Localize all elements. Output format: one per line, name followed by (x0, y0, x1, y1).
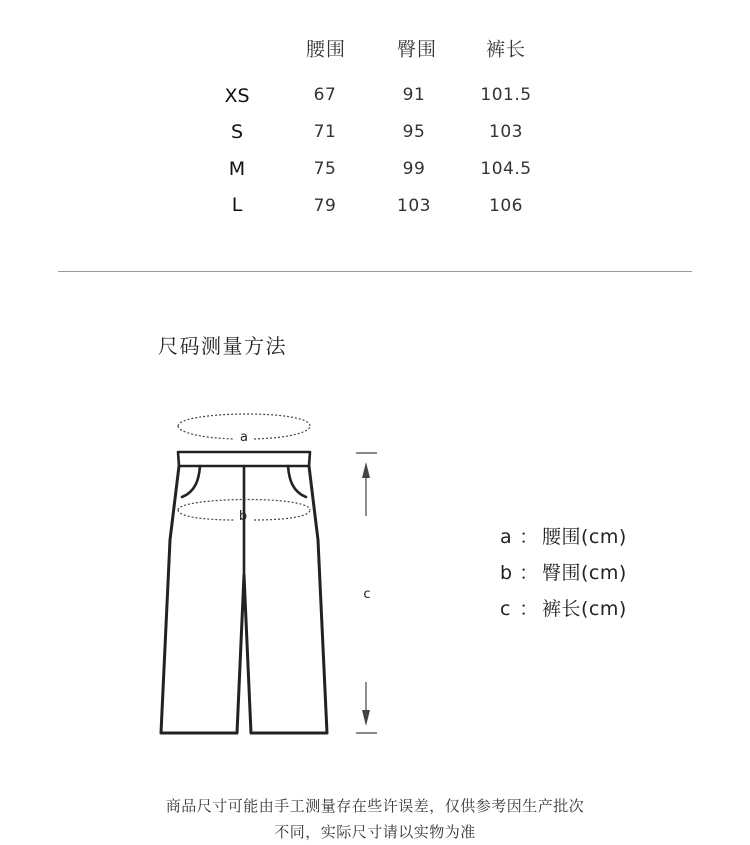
disclaimer-line-2: 不同，实际尺寸请以实物为准 (274, 823, 476, 841)
table-cell: 91 (402, 85, 426, 105)
table-cell: 106 (489, 196, 523, 216)
pants-outline-icon (161, 452, 327, 733)
label-b: b (238, 509, 248, 524)
section-title: 尺码测量方法 (158, 334, 287, 358)
legend-text: 裤长(cm) (542, 598, 627, 620)
legend-separator: ： (519, 598, 539, 620)
size-label-m: M (228, 158, 246, 180)
disclaimer-line-1: 商品尺寸可能由手工测量存在些许误差，仅供参考因生产批次 (165, 797, 585, 815)
legend-text: 腰围(cm) (542, 526, 627, 548)
table-cell: 71 (313, 122, 337, 142)
table-cell: 75 (313, 159, 337, 179)
arrow-up-icon (362, 462, 370, 478)
size-label-s: S (230, 121, 244, 143)
legend-key: b (500, 562, 513, 584)
label-a: a (240, 430, 248, 445)
table-cell: 104.5 (480, 159, 532, 179)
table-cell: 103 (489, 122, 523, 142)
table-cell: 95 (402, 122, 426, 142)
legend-separator: ： (519, 562, 539, 584)
column-header-hip: 臀围 (396, 38, 438, 61)
column-header-waist: 腰围 (305, 38, 347, 61)
measurement-legend (500, 525, 627, 633)
table-cell: 79 (313, 196, 337, 216)
legend-item-c (500, 597, 627, 633)
legend-item-a (500, 525, 627, 561)
column-header-length: 裤长 (485, 38, 527, 61)
arrow-down-icon (362, 710, 370, 726)
label-c: c (363, 587, 371, 602)
measurement-disclaimer (0, 793, 750, 845)
legend-text: 臀围(cm) (542, 562, 627, 584)
size-label-xs: XS (224, 85, 250, 107)
table-cell: 67 (313, 85, 337, 105)
table-cell: 99 (402, 159, 426, 179)
legend-separator: ： (519, 526, 539, 548)
size-label-l: L (231, 194, 243, 216)
table-cell: 103 (397, 196, 431, 216)
legend-item-b (500, 561, 627, 597)
table-cell: 101.5 (480, 85, 532, 105)
legend-key: a (500, 526, 513, 548)
legend-key: c (500, 598, 511, 620)
